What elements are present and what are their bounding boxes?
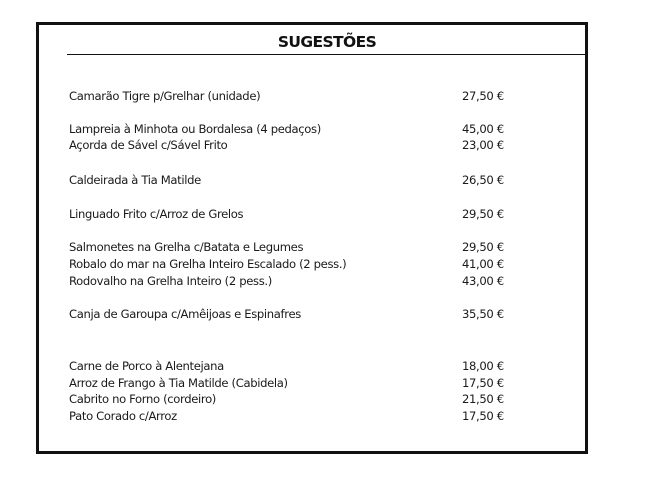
menu-title: SUGESTÕES [277,33,377,51]
item-name: Canja de Garoupa c/Amêijoas e Espinafres [69,307,301,321]
item-name: Rodovalho na Grelha Inteiro (2 pess.) [69,274,272,288]
item-price: 26,50 € [462,173,504,187]
item-price: 29,50 € [462,240,504,254]
item-name: Pato Corado c/Arroz [69,409,177,423]
menu-card [36,22,588,454]
item-price: 27,50 € [462,89,504,103]
item-name: Carne de Porco à Alentejana [69,359,224,373]
menu-item [69,273,539,289]
title-divider [67,54,585,55]
item-name: Açorda de Sável c/Sável Frito [69,138,228,152]
item-name: Linguado Frito c/Arroz de Grelos [69,207,244,221]
menu-item [69,358,539,374]
item-price: 41,00 € [462,257,504,271]
item-price: 43,00 € [462,274,504,288]
menu-item [69,137,539,153]
item-name: Arroz de Frango à Tia Matilde (Cabidela) [69,376,288,390]
item-price: 35,50 € [462,307,504,321]
item-name: Robalo do mar na Grelha Inteiro Escalado (2 pess.) [69,257,347,271]
item-price: 23,00 € [462,138,504,152]
menu-item [69,239,539,255]
menu-item [69,88,539,104]
item-price: 45,00 € [462,122,504,136]
menu-item [69,408,539,424]
item-name: Camarão Tigre p/Grelhar (unidade) [69,89,261,103]
menu-item [69,256,539,272]
item-name: Salmonetes na Grelha c/Batata e Legumes [69,240,304,254]
item-price: 17,50 € [462,376,504,390]
menu-item [69,306,539,322]
item-name: Caldeirada à Tia Matilde [69,173,201,187]
menu-item [69,172,539,188]
item-price: 21,50 € [462,392,504,406]
menu-item [69,375,539,391]
item-name: Cabrito no Forno (cordeiro) [69,392,216,406]
menu-item [69,391,539,407]
item-price: 29,50 € [462,207,504,221]
menu-item [69,206,539,222]
menu-item [69,121,539,137]
item-price: 17,50 € [462,409,504,423]
item-price: 18,00 € [462,359,504,373]
item-name: Lampreia à Minhota ou Bordalesa (4 pedaços) [69,122,321,136]
